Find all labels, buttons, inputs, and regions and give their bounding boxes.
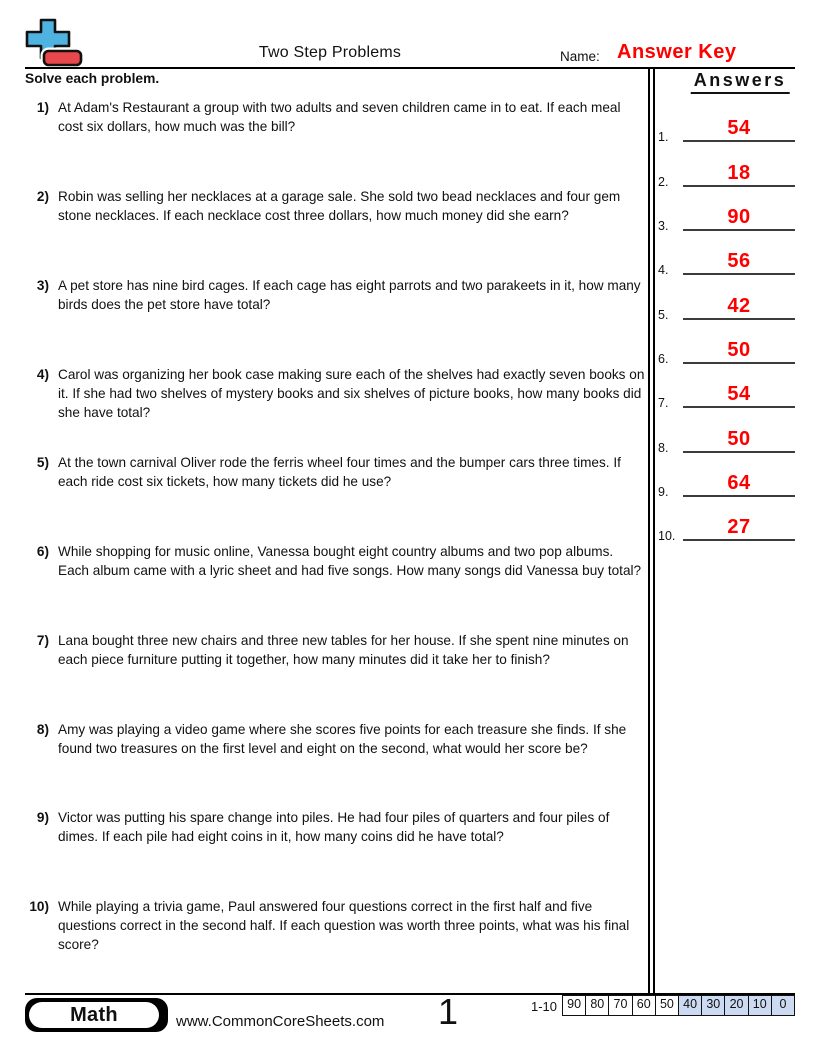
answer-blank-line <box>683 140 795 142</box>
problem-10 <box>25 897 647 954</box>
subject-label: Math <box>70 1003 118 1026</box>
answer-blank-line <box>683 495 795 497</box>
answer-value: 50 <box>727 428 751 450</box>
commoncoresheets-logo-icon <box>24 18 86 70</box>
problem-9 <box>25 808 647 846</box>
answer-row-5 <box>657 291 795 322</box>
answer-number: 10. <box>658 529 676 543</box>
answer-number: 2. <box>658 175 669 189</box>
answer-number: 3. <box>658 219 669 233</box>
answer-row-6 <box>657 335 795 366</box>
answer-value: 90 <box>727 206 751 228</box>
problem-6 <box>25 542 647 580</box>
instructions: Solve each problem. <box>25 71 160 86</box>
answer-blank-line <box>683 229 795 231</box>
grading-cell: 40 <box>678 996 701 1015</box>
answer-row-1 <box>657 113 795 144</box>
subject-badge <box>25 998 168 1032</box>
answer-blank-line <box>683 273 795 275</box>
grading-scale-table <box>562 995 795 1016</box>
answer-number: 7. <box>658 396 669 410</box>
answer-value: 50 <box>727 339 751 361</box>
answer-blank-line <box>683 185 795 187</box>
answer-number: 6. <box>658 352 669 366</box>
answer-blank-line <box>683 406 795 408</box>
problem-number: 7) <box>36 633 49 648</box>
subject-pill <box>29 1002 159 1028</box>
problem-number: 6) <box>36 544 49 559</box>
problem-text: Lana bought three new chairs and three new tables for her house. If she spent nine minutes on each piece furniture putting it together, how many minutes did it take her to finish? <box>58 633 629 667</box>
answer-value: 56 <box>727 250 751 272</box>
answer-number: 8. <box>658 441 669 455</box>
answer-value: 64 <box>727 472 751 494</box>
problem-text: While playing a trivia game, Paul answered four questions correct in the first half and five questions correct in the second half. If each question was worth three points, what was his final score? <box>58 899 630 952</box>
answer-blank-line <box>683 451 795 453</box>
answer-blank-line <box>683 318 795 320</box>
answer-row-4 <box>657 246 795 277</box>
answer-row-8 <box>657 424 795 455</box>
answer-blank-line <box>683 539 795 541</box>
problem-text: Robin was selling her necklaces at a garage sale. She sold two bead necklaces and four gem stone necklaces. If each necklace cost three dollars, how much money did she earn? <box>58 189 621 223</box>
problem-2 <box>25 187 647 225</box>
problem-number: 8) <box>36 722 49 737</box>
answer-value: 42 <box>727 295 751 317</box>
problem-number: 3) <box>36 278 49 293</box>
name-label: Name: <box>560 49 600 64</box>
answers-header: Answers <box>691 70 790 94</box>
problem-text: A pet store has nine bird cages. If each cage has eight parrots and two parakeets in it, how many birds does the pet store have total? <box>58 278 641 312</box>
page-number: 1 <box>437 991 459 1032</box>
answers-column-divider <box>648 69 655 993</box>
problem-1 <box>25 98 647 136</box>
grading-cell: 80 <box>585 996 608 1015</box>
problem-5 <box>25 453 647 491</box>
grading-cell: 70 <box>608 996 631 1015</box>
grading-cell: 50 <box>655 996 678 1015</box>
problem-text: Amy was playing a video game where she scores five points for each treasure she finds. If she found two treasures on the first level and eight on the second, what would her score be? <box>58 722 627 756</box>
problem-number: 4) <box>36 367 49 382</box>
answer-blank-line <box>683 362 795 364</box>
grading-cell: 90 <box>567 997 582 1011</box>
problem-4 <box>25 365 647 422</box>
problem-number: 5) <box>36 455 49 470</box>
header-divider <box>25 67 795 69</box>
grading-cell: 0 <box>771 996 794 1015</box>
problem-number: 2) <box>36 189 49 204</box>
answer-value: 18 <box>727 162 751 184</box>
answer-row-2 <box>657 158 795 189</box>
answer-number: 4. <box>658 263 669 277</box>
problem-7 <box>25 631 647 669</box>
answer-key-label: Answer Key <box>617 41 737 63</box>
page-title: Two Step Problems <box>258 44 402 61</box>
problem-number: 9) <box>36 810 49 825</box>
answer-row-10 <box>657 512 795 543</box>
grading-cell: 10 <box>748 996 771 1015</box>
answer-number: 5. <box>658 308 669 322</box>
problem-text: At Adam's Restaurant a group with two adults and seven children came in to eat. If each meal cost six dollars, how much was the bill? <box>58 100 621 134</box>
problem-8 <box>25 720 647 758</box>
problem-3 <box>25 276 647 314</box>
answer-row-3 <box>657 202 795 233</box>
problem-text: At the town carnival Oliver rode the ferris wheel four times and the bumper cars three times. If each ride cost six tickets, how many tickets did he use? <box>58 455 621 489</box>
answer-value: 54 <box>727 383 751 405</box>
problem-text: Carol was organizing her book case making sure each of the shelves had exactly seven books on it. If she had two shelves of mystery books and six shelves of picture books, how many books did she have total? <box>58 367 645 420</box>
answer-number: 9. <box>658 485 669 499</box>
grading-cell: 20 <box>724 996 747 1015</box>
answer-number: 1. <box>658 130 669 144</box>
problem-text: While shopping for music online, Vanessa bought eight country albums and two pop albums. Each album came with a lyric sheet and had five songs. How many songs did Vanessa buy total? <box>58 544 642 578</box>
score-range-label: 1-10 <box>530 999 557 1014</box>
problem-number: 1) <box>36 100 49 115</box>
answer-row-7 <box>657 379 795 410</box>
problem-text: Victor was putting his spare change into piles. He had four piles of quarters and four piles of dimes. If each pile had eight coins in it, how many coins did he have total? <box>58 810 610 844</box>
problem-number: 10) <box>29 899 49 914</box>
grading-cell: 60 <box>632 996 655 1015</box>
answer-value: 27 <box>727 516 751 538</box>
answer-row-9 <box>657 468 795 499</box>
website-url: www.CommonCoreSheets.com <box>176 1013 385 1030</box>
grading-cell: 30 <box>701 996 724 1015</box>
answer-value: 54 <box>727 117 751 139</box>
